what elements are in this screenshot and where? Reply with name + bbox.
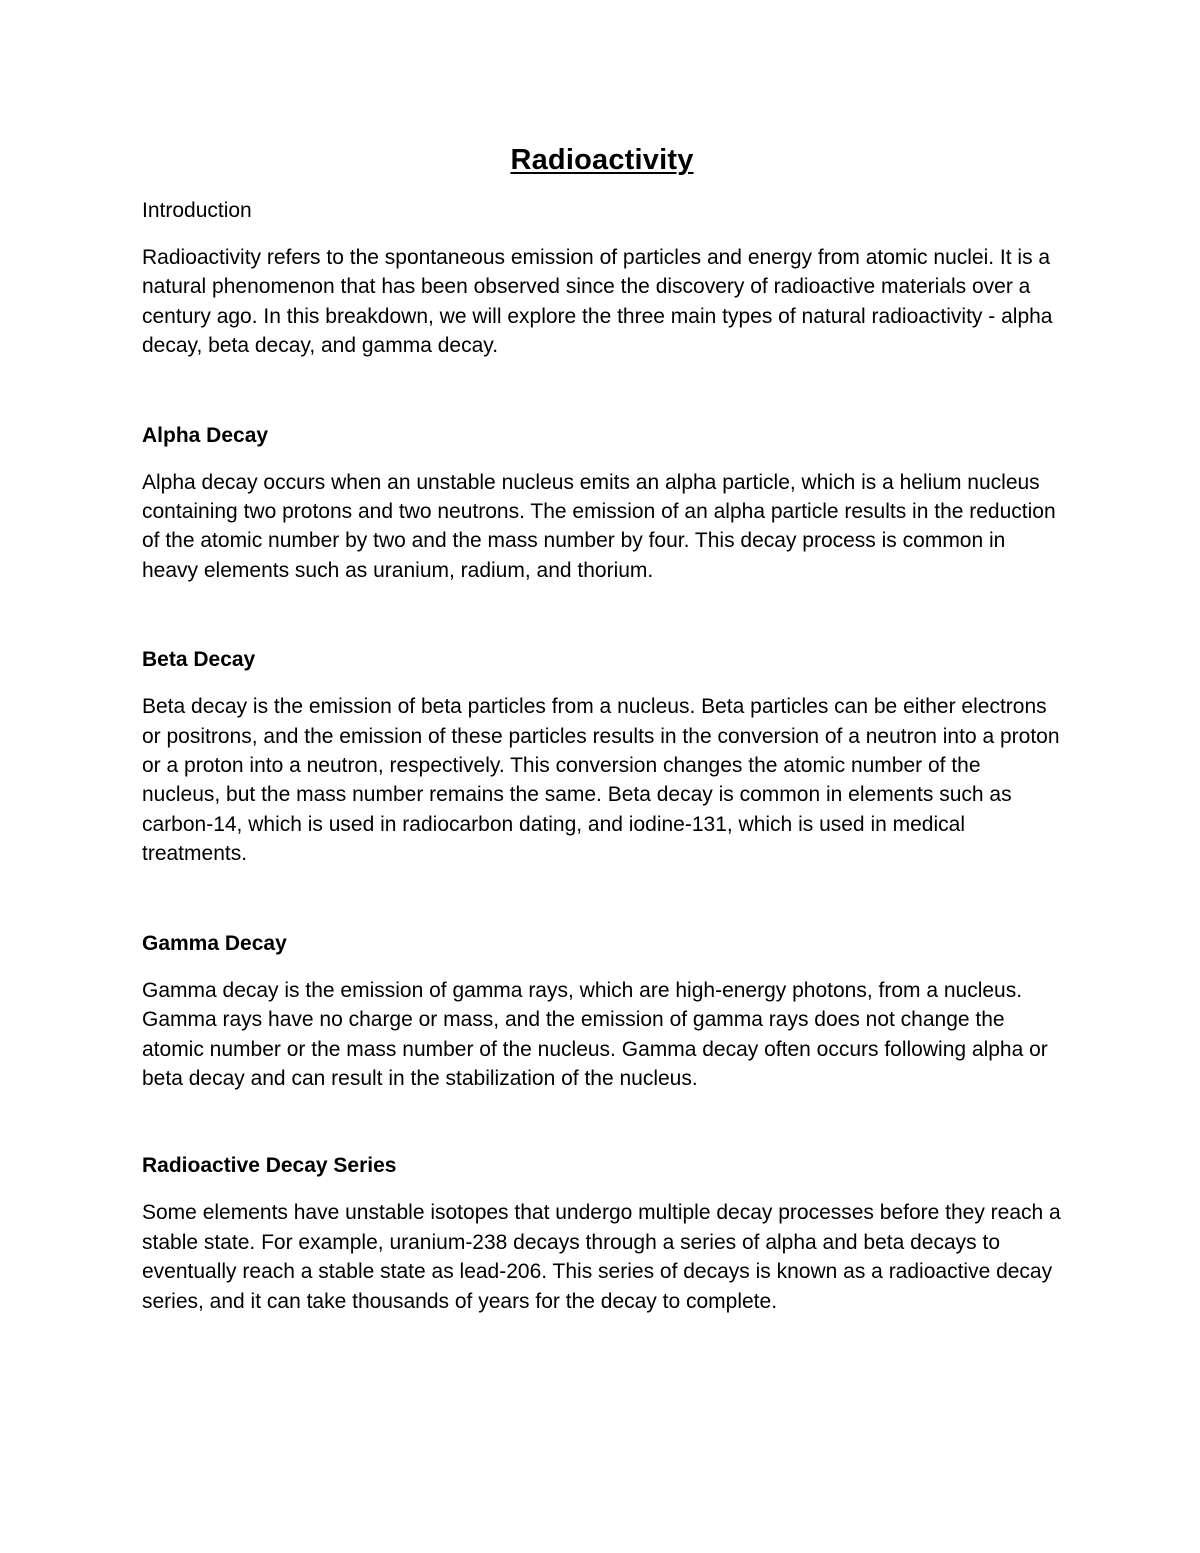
section-radioactive-decay-series xyxy=(142,1151,1062,1316)
page-title: Radioactivity xyxy=(510,144,694,176)
section-heading-alpha-decay: Alpha Decay xyxy=(142,423,269,447)
spacer xyxy=(142,1093,1062,1151)
intro-label: Introduction xyxy=(142,199,252,222)
section-paragraph-alpha-decay: Alpha decay occurs when an unstable nucleus emits an alpha particle, which is a helium nucleus containing two protons and two neutrons. The emission of an alpha particle results in the reduction of the atomic number by two and the mass number by four. This decay process is common in heavy elements such as uranium, radium, and thorium. xyxy=(142,470,1056,582)
section-gamma-decay xyxy=(142,929,1062,1094)
section-paragraph-radioactive-decay-series: Some elements have unstable isotopes that undergo multiple decay processes before they reach a stable state. For example, uranium-238 decays through a series of alpha and beta decays to eventually reach a stable state as lead-206. This series of decays is known as a radioactive decay series, and it can take thousands of years for the decay to complete. xyxy=(142,1201,1061,1313)
section-alpha-decay xyxy=(142,421,1062,586)
section-heading-beta-decay: Beta Decay xyxy=(142,648,256,672)
document-body xyxy=(142,138,1062,1316)
section-beta-decay xyxy=(142,645,1062,868)
section-paragraph-beta-decay: Beta decay is the emission of beta particles from a nucleus. Beta particles can be either electrons or positrons, and the emission of these particles results in the conversion of a neutron into a proton or a proton into a neutron, respectively. This conversion changes the atomic number of the nucleus, but the mass number remains the same. Beta decay is common in elements such as carbon-14, which is used in radiocarbon dating, and iodine-131, which is used in medical treatments. xyxy=(142,695,1060,866)
section-paragraph-gamma-decay: Gamma decay is the emission of gamma rays, which are high-energy photons, from a nucleus. Gamma rays have no charge or mass, and the emission of gamma rays does not change the atomic number or the mass number of the nucleus. Gamma decay often occurs following alpha or beta decay and can result in the stabilization of the nucleus. xyxy=(142,978,1048,1090)
section-heading-radioactive-decay-series: Radioactive Decay Series xyxy=(142,1154,397,1178)
intro-paragraph: Radioactivity refers to the spontaneous emission of particles and energy from atomic nuclei. It is a natural phenomenon that has been observed since the discovery of radioactive materials over a century ago. In this breakdown, we will explore the three main types of natural radioactivity - alpha decay, beta decay, and gamma decay. xyxy=(142,246,1053,358)
spacer xyxy=(142,585,1062,645)
section-heading-gamma-decay: Gamma Decay xyxy=(142,931,287,955)
spacer xyxy=(142,869,1062,929)
spacer xyxy=(142,361,1062,421)
